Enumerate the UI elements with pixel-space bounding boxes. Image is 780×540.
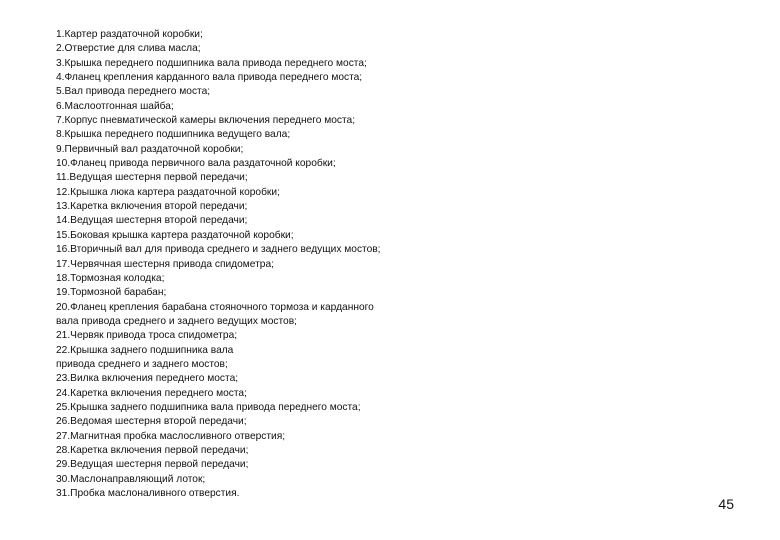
list-line: 18.Тормозная колодка;: [56, 272, 165, 284]
list-line: 22.Крышка заднего подшипника вала: [56, 344, 234, 356]
list-line: 6.Маслоотгонная шайба;: [56, 100, 174, 112]
list-line: 12.Крышка люка картера раздаточной коробки;: [56, 186, 280, 198]
list-line: 23.Вилка включения переднего моста;: [56, 373, 239, 385]
list-line: 27.Магнитная пробка маслосливного отверстия;: [56, 430, 286, 442]
list-line: 31.Пробка маслоналивного отверстия.: [56, 488, 240, 499]
list-line: 3.Крышка переднего подшипника вала привода переднего моста;: [56, 57, 367, 69]
list-line: 17.Червячная шестерня привода спидометра;: [56, 258, 274, 270]
list-line: 4.Фланец крепления карданного вала привода переднего моста;: [56, 72, 363, 84]
list-line: 29.Ведущая шестерня первой передачи;: [56, 459, 249, 471]
list-line: 9.Первичный вал раздаточной коробки;: [56, 143, 244, 155]
list-line: 5.Вал привода переднего моста;: [56, 86, 211, 98]
list-line: 16.Вторичный вал для привода среднего и заднего ведущих мостов;: [56, 244, 381, 256]
list-line: 10.Фланец привода первичного вала раздаточной коробки;: [56, 158, 336, 170]
list-line: 15.Боковая крышка картера раздаточной коробки;: [56, 229, 294, 241]
list-line: 14.Ведущая шестерня второй передачи;: [56, 215, 248, 227]
list-line: 19.Тормозной барабан;: [56, 287, 167, 299]
list-line: 8.Крышка переднего подшипника ведущего вала;: [56, 129, 291, 141]
list-line: 21.Червяк привода троса спидометра;: [56, 330, 238, 342]
list-line: 1.Картер раздаточной коробки;: [56, 29, 203, 40]
list-line: 11.Ведущая шестерня первой передачи;: [56, 172, 248, 184]
list-line: привода среднего и заднего мостов;: [56, 358, 228, 370]
list-line: 25.Крышка заднего подшипника вала привода переднего моста;: [56, 401, 361, 413]
parts-list: [56, 28, 616, 501]
list-line: 2.Отверстие для слива масла;: [56, 43, 201, 55]
list-line: 26.Ведомая шестерня второй передачи;: [56, 416, 247, 428]
list-line: вала привода среднего и заднего ведущих мостов;: [56, 315, 297, 327]
list-line: 13.Каретка включения второй передачи;: [56, 201, 248, 213]
list-line: 28.Каретка включения первой передачи;: [56, 444, 249, 456]
list-line: 24.Каретка включения переднего моста;: [56, 387, 247, 399]
list-line: 30.Маслонаправляющий лоток;: [56, 473, 206, 485]
page-number: 45: [718, 496, 734, 512]
list-line: 7.Корпус пневматической камеры включения переднего моста;: [56, 115, 356, 127]
list-line: 20.Фланец крепления барабана стояночного тормоза и карданного: [56, 301, 374, 313]
